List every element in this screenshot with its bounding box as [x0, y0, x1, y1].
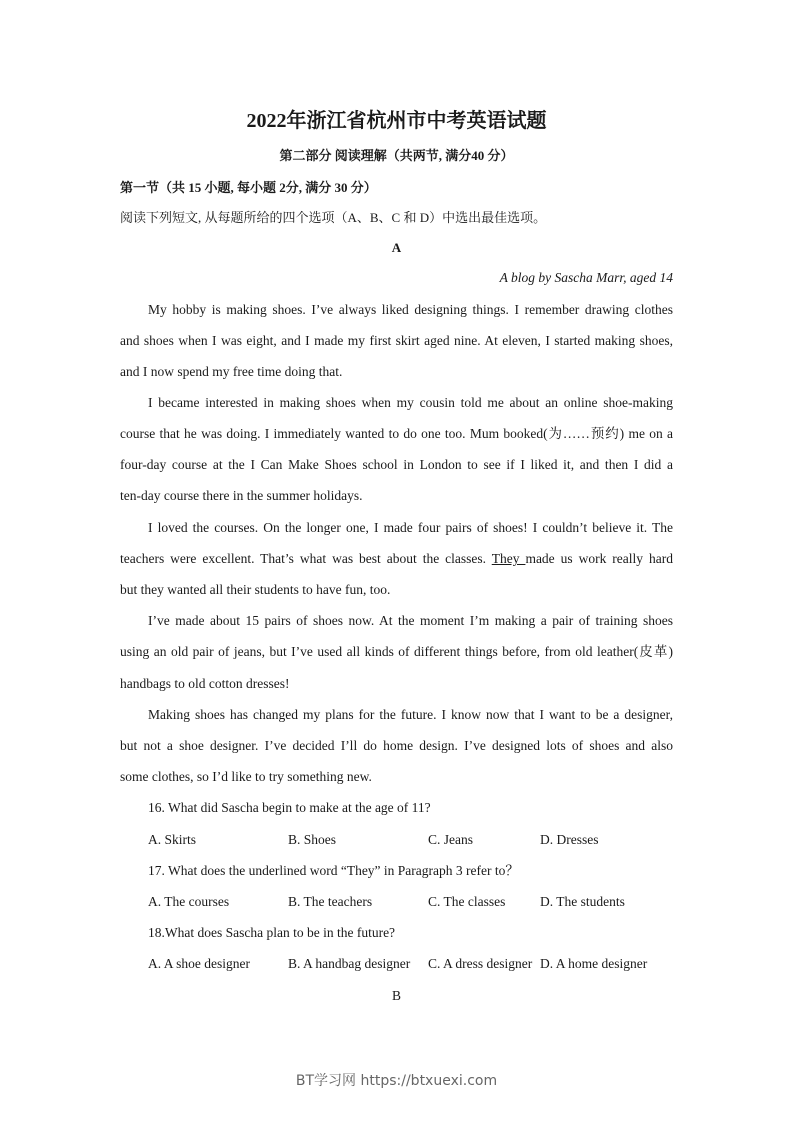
passage-b-label: B	[391, 988, 401, 1003]
text-line: handbags to old cotton dresses!	[120, 676, 290, 691]
text-line: Making shoes has changed my plans for the future. I know now that I want to be a designer,	[148, 707, 673, 722]
option-b: B. The teachers	[288, 894, 373, 909]
text-line	[120, 551, 673, 567]
option-c: C. The classes	[428, 894, 506, 909]
text-line: course that he was doing. I immediately wanted to do one too. Mum booked(为……预约) me on a	[120, 426, 673, 441]
option-d: D. A home designer	[540, 956, 648, 971]
byline: A blog by Sascha Marr, aged 14	[499, 270, 673, 285]
text-line: I’ve made about 15 pairs of shoes now. At the moment I’m making a pair of training shoes	[148, 613, 673, 628]
text-line: and shoes when I was eight, and I made my first skirt aged nine. At eleven, I started making shoes,	[120, 333, 673, 348]
option-c: C. Jeans	[428, 832, 473, 847]
part-heading: 第二部分 阅读理解（共两节, 满分40 分）	[279, 148, 514, 163]
question-text: 17. What does the underlined word “They” in Paragraph 3 refer to？	[148, 863, 519, 878]
section-heading: 第一节（共 15 小题, 每小题 2分, 满分 30 分）	[120, 180, 377, 195]
option-b: B. Shoes	[288, 832, 337, 847]
option-d: D. Dresses	[540, 832, 599, 847]
text-line: four-day course at the I Can Make Shoes school in London to see if I liked it, and then I did a	[120, 457, 673, 472]
option-a: A. A shoe designer	[148, 956, 250, 971]
question-text: 18.What does Sascha plan to be in the future?	[148, 925, 396, 940]
text-segment: teachers were excellent. That’s what was best about the classes.	[120, 551, 492, 566]
text-segment: made us work really hard	[525, 551, 673, 566]
instructions: 阅读下列短文, 从每题所给的四个选项（A、B、C 和 D）中选出最佳选项。	[120, 210, 547, 225]
text-line: but they wanted all their students to have fun, too.	[120, 582, 391, 597]
text-line: and I now spend my free time doing that.	[120, 364, 343, 379]
option-a: A. The courses	[148, 894, 230, 909]
option-b: B. A handbag designer	[288, 956, 411, 971]
text-line: ten-day course there in the summer holidays.	[120, 488, 363, 503]
question-text: 16. What did Sascha begin to make at the age of 11?	[148, 800, 431, 815]
text-line: but not a shoe designer. I’ve decided I’ll do home design. I’ve designed lots of shoes and also	[120, 738, 673, 753]
text-line: I loved the courses. On the longer one, I made four pairs of shoes! I couldn’t believe it. The	[148, 520, 673, 535]
page-title: 2022年浙江省杭州市中考英语试题	[246, 110, 547, 132]
text-line: I became interested in making shoes when my cousin told me about an online shoe-making	[148, 395, 673, 410]
text-line: some clothes, so I’d like to try something new.	[120, 769, 372, 784]
option-d: D. The students	[540, 894, 625, 909]
text-line: using an old pair of jeans, but I’ve used all kinds of different things before, from old leather(皮革)	[120, 644, 673, 659]
option-a: A. Skirts	[148, 832, 197, 847]
passage-a-label: A	[391, 240, 402, 255]
text-line: My hobby is making shoes. I’ve always liked designing things. I remember drawing clothes	[148, 302, 673, 317]
footer-watermark: BT学习网 https://btxuexi.com	[295, 1073, 498, 1089]
underlined-word: They	[491, 551, 526, 566]
option-c: C. A dress designer	[428, 956, 533, 971]
